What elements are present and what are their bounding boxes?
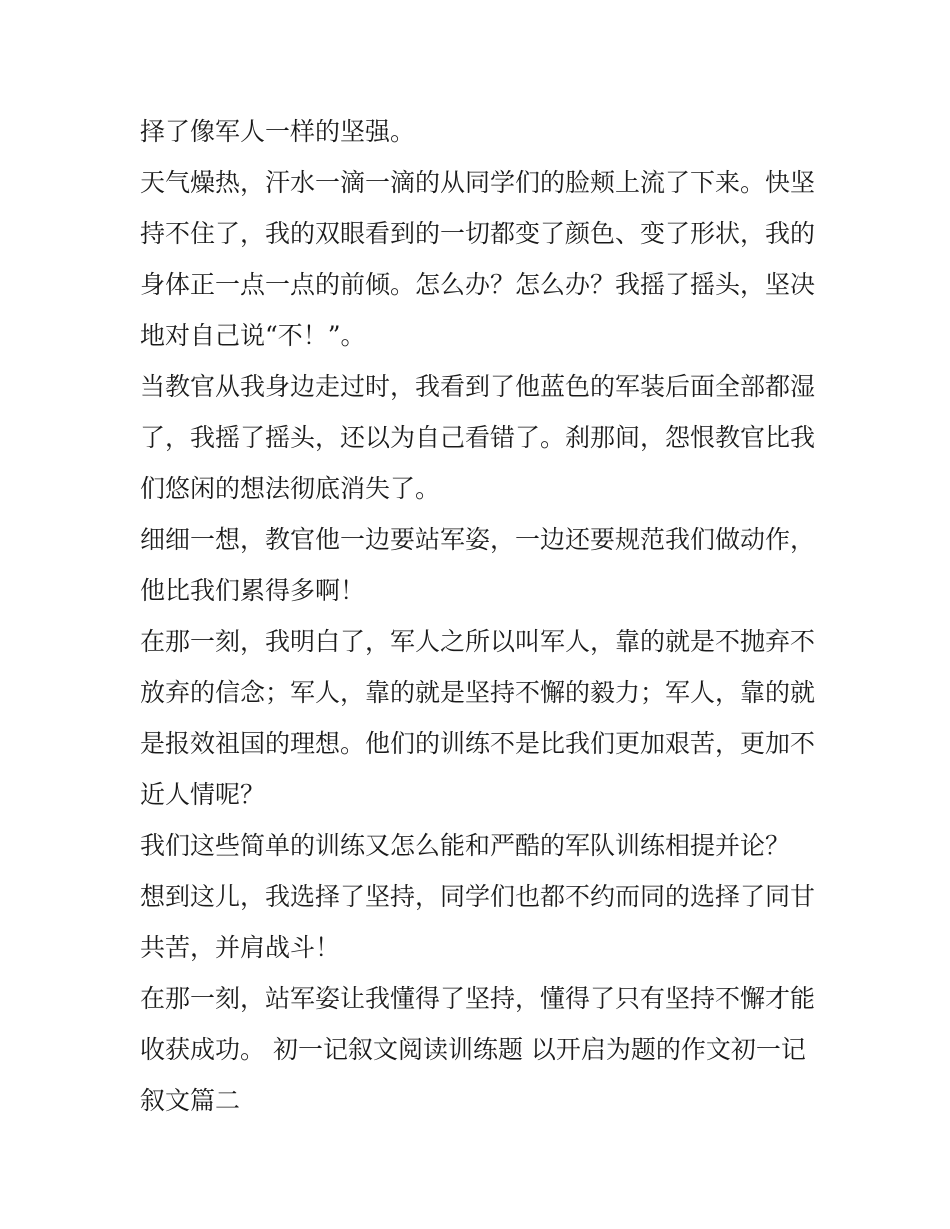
paragraph: 细细一想，教官他一边要站军姿，一边还要规范我们做动作，他比我们累得多啊！ bbox=[140, 525, 816, 605]
document-body bbox=[140, 106, 820, 1126]
paragraph: 天气燥热，汗水一滴一滴的从同学们的脸颊上流了下来。快坚持不住了，我的双眼看到的一切都变了颜色、变了形状，我的身体正一点一点的前倾。怎么办？怎么办？我摇了摇头，坚决地对自己说“不！”。 bbox=[140, 168, 816, 350]
paragraph: 我们这些简单的训练又怎么能和严酷的军队训练相提并论？ bbox=[140, 831, 791, 860]
paragraph: 择了像军人一样的坚强。 bbox=[140, 117, 416, 146]
paragraph: 想到这儿，我选择了坚持，同学们也都不约而同的选择了同甘共苦，并肩战斗！ bbox=[140, 882, 816, 962]
paragraph: 在那一刻，我明白了，军人之所以叫军人，靠的就是不抛弃不放弃的信念；军人，靠的就是坚持不懈的毅力；军人，靠的就是报效祖国的理想。他们的训练不是比我们更加艰苦，更加不近人情呢？ bbox=[140, 627, 816, 809]
paragraph: 在那一刻，站军姿让我懂得了坚持，懂得了只有坚持不懈才能收获成功。 初一记叙文阅读训练题 以开启为题的作文初一记叙文篇二 bbox=[140, 984, 816, 1115]
paragraph: 当教官从我身边走过时，我看到了他蓝色的军装后面全部都湿了，我摇了摇头，还以为自己看错了。刹那间，怨恨教官比我们悠闲的想法彻底消失了。 bbox=[140, 372, 816, 503]
